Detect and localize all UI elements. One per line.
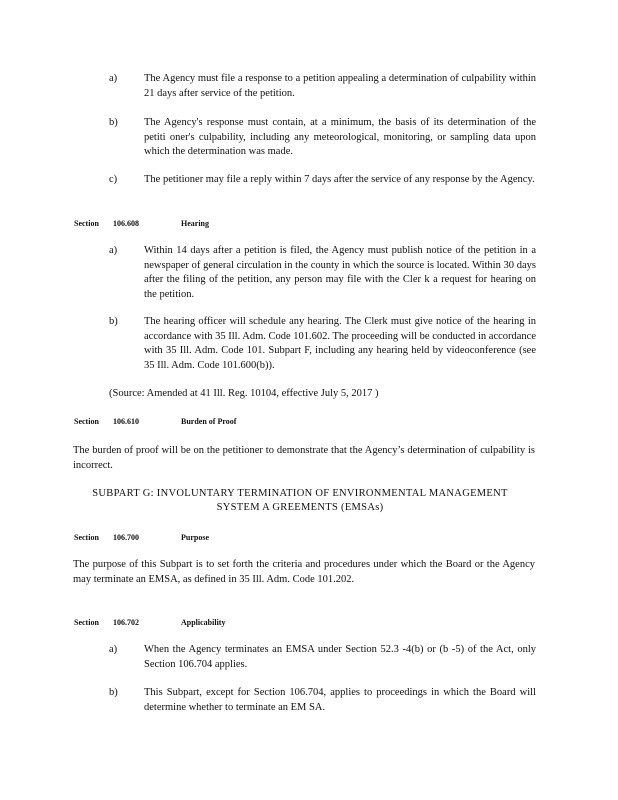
- item-a-label: a): [109, 73, 118, 84]
- subpart-line-2: SYSTEM A GREEMENTS (EMSAs): [216, 502, 384, 513]
- item-b-label: b): [109, 687, 118, 698]
- section-title: Applicability: [181, 618, 226, 627]
- section-word: Section: [74, 417, 99, 426]
- item-b-text: This Subpart, except for Section 106.704, applies to proceedings in which the Board will determine whether to terminate an EM SA.: [144, 687, 536, 713]
- section-body: The burden of proof will be on the petitioner to demonstrate that the Agency’s determination of culpability is incorrect.: [73, 445, 535, 471]
- item-a-label: a): [109, 644, 118, 655]
- item-c-text: The petitioner may file a reply within 7 days after the service of any response by the Agency.: [144, 174, 535, 185]
- section-title: Burden of Proof: [181, 417, 237, 426]
- section-title: Hearing: [181, 219, 209, 228]
- section-number: 106.608: [113, 219, 139, 228]
- item-b-text: The Agency's response must contain, at a minimum, the basis of its determination of the petiti oner's culpability, including any meteorological, monitoring, or sampling data upon which the determination was made.: [144, 117, 536, 157]
- section-body: The purpose of this Subpart is to set forth the criteria and procedures under which the Board or the Agency may terminate an EMSA, as defined in 35 Ill. Adm. Code 101.202.: [73, 559, 535, 585]
- source-note: (Source: Amended at 41 Ill. Reg. 10104, effective July 5, 2017 ): [109, 388, 379, 399]
- section-word: Section: [74, 533, 99, 542]
- item-c-label: c): [109, 174, 118, 185]
- section-number: 106.610: [113, 417, 139, 426]
- item-b-text: The hearing officer will schedule any hearing. The Clerk must give notice of the hearing in accordance with 35 Ill. Adm. Code 101.602. The proceeding will be conducted in accordance with 35 Ill. Adm. Code 101. Subpart F, including any hearing held by videoconference (see 35 Ill. Adm. Code 101.600(b)).: [144, 316, 536, 371]
- item-b-label: b): [109, 117, 118, 128]
- section-title: Purpose: [181, 533, 209, 542]
- subpart-line-1: SUBPART G: INVOLUNTARY TERMINATION OF ENVIRONMENTAL MANAGEMENT: [92, 488, 508, 499]
- section-number: 106.700: [113, 533, 139, 542]
- item-a-text: The Agency must file a response to a petition appealing a determination of culpability within 21 days after service of the petition.: [144, 73, 536, 99]
- section-number: 106.702: [113, 618, 139, 627]
- item-a-text: When the Agency terminates an EMSA under Section 52.3 -4(b) or (b -5) of the Act, only Section 106.704 applies.: [144, 644, 536, 670]
- item-a-text: Within 14 days after a petition is filed, the Agency must publish notice of the petition in a newspaper of general circulation in the county in which the source is located. Within 30 days after the filing of the petition, any person may file with the Cler k a request for hearing on the petition.: [144, 245, 536, 300]
- item-a-label: a): [109, 245, 118, 256]
- section-word: Section: [74, 219, 99, 228]
- item-b-label: b): [109, 316, 118, 327]
- section-word: Section: [74, 618, 99, 627]
